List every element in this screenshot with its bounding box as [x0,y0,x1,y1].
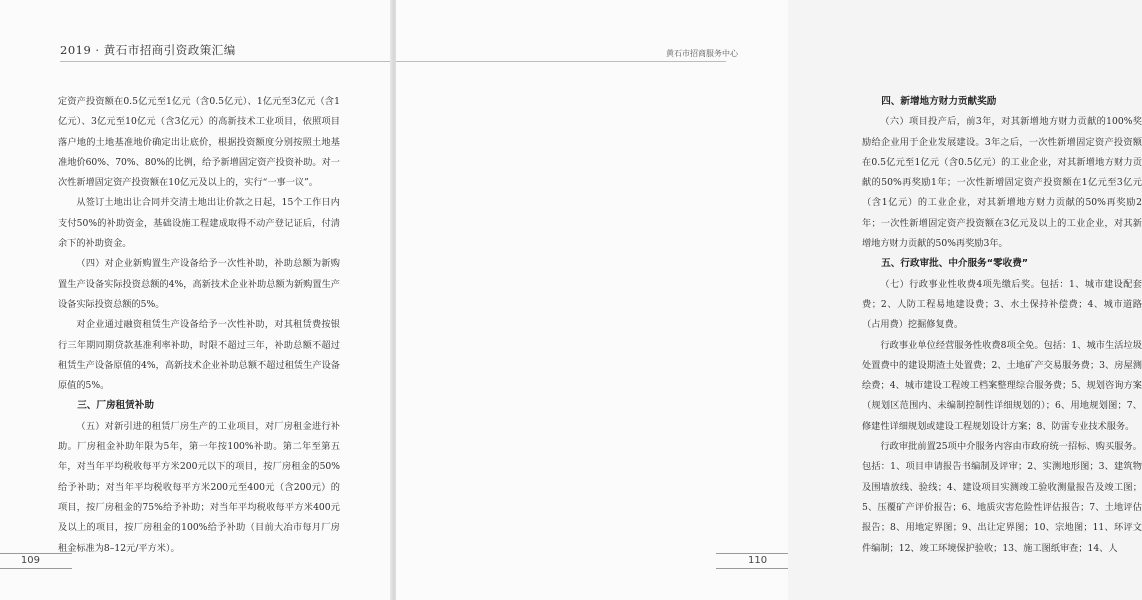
right-page-number: 110 [748,555,768,566]
left-page-body [58,92,340,559]
body-paragraph: 行政审批前置25项中介服务内容由市政府统一招标、购买服务。包括：1、项目申请报告书编制及评审；2、实测地形图；3、建筑物及围墙放线、验线；4、建设项目实测竣工验收测量报告及竣工图；5、压覆矿产评价报告；6、地质灾害危险性评估报告；7、土地评估报告；8、用地定界图；9、出让定界图；10、宗地图；11、环评文件编制；12、竣工环境保护验收；13、施工图纸审查；14、人 [862,441,1142,554]
right-page-body [862,92,1142,559]
body-paragraph: 定资产投资额在0.5亿元至1亿元（含0.5亿元）、1亿元至3亿元（含1亿元）、3亿元至10亿元（含3亿元）的高新技术工业项目，依照项目落户地的土地基准地价确定出让底价，根据投资额度分别按照土地基准地价60%、70%、80%的比例，给予新增固定资产投资补助。对一次性新增固定资产投资额在10亿元及以上的，实行“一事一议”。 [58,96,340,189]
body-paragraph: 对企业通过融资租赁生产设备给予一次性补助，对其租赁费按银行三年期同期贷款基准利率补助，时限不超过三年，补助总额不超过租赁生产设备原值的4%，高新技术企业补助总额不超过租赁生产设备原值的5%。 [58,319,340,392]
left-page [0,0,392,600]
running-header-org: 黄石市招商服务中心 [666,49,738,58]
body-paragraph: （七）行政事业性收费4项先缴后奖。包括：1、城市建设配套费；2、人防工程易地建设费；3、水土保持补偿费；4、城市道路（占用费）挖掘修复费。 [862,278,1142,331]
section-heading: 五、行政审批、中介服务“零收费” [881,258,1029,270]
header-rule [60,61,390,62]
body-paragraph: （五）对新引进的租赁厂房生产的工业项目，对厂房租金进行补助。厂房租金补助年限为5年，第一年按100%补助。第二年至第五年，对当年平均税收每平方米200元以下的项目，按厂房租金的50%给予补助；对当年平均税收每平方米200元至400元（含200元）的项目，按厂房租金的75%给予补助；对当年平均税收每平方米400元及以上的项目，按厂房租金的100%给予补助（目前大冶市每月厂房租金标准为8–12元/平方米）。 [58,420,340,554]
right-page-number-bar [716,553,788,569]
header-rule-right [396,61,726,62]
section-heading: 三、厂房租赁补助 [77,400,154,412]
right-page [396,0,1142,600]
body-paragraph: 行政事业单位经营服务性收费8项全免。包括：1、城市生活垃圾处置费中的建设期渣土处置费；2、土地矿产交易服务费；3、房屋测绘费；4、城市建设工程竣工档案整理综合服务费；5、规划咨询方案（规划区范围内、未编制控制性详细规划的）；6、用地规划图；7、修建性详细规划或建设工程规划设计方案；8、防雷专业技术服务。 [862,339,1142,432]
body-paragraph: 从签订土地出让合同并交清土地出让价款之日起，15个工作日内支付50%的补助资金，基础设施工程建成取得不动产登记证后，付清余下的补助资金。 [58,197,340,250]
body-paragraph: （四）对企业新购置生产设备给予一次性补助，补助总额为新购置生产设备实际投资总额的4%，高新技术企业补助总额为新购置生产设备实际投资总额的5%。 [58,258,340,310]
left-page-number: 109 [20,555,40,566]
section-heading: 四、新增地方财力贡献奖励 [881,96,997,107]
body-paragraph: （六）项目投产后，前3年，对其新增地方财力贡献的100%奖励给企业用于企业发展建设。3年之后，一次性新增固定资产投资额在0.5亿元至1亿元（含0.5亿元）的工业企业，对其新增地方财力贡献的50%再奖励1年；一次性新增固定资产投资额在1亿元至3亿元（含1亿元）的工业企业，对其新增地方财力贡献的50%再奖励2年；一次性新增固定资产投资额在3亿元及以上的工业企业，对其新增地方财力贡献的50%再奖励3年。 [862,116,1142,250]
running-header-title: 2019 · 黄石市招商引资政策汇编 [60,43,236,57]
left-page-number-bar [0,553,72,569]
